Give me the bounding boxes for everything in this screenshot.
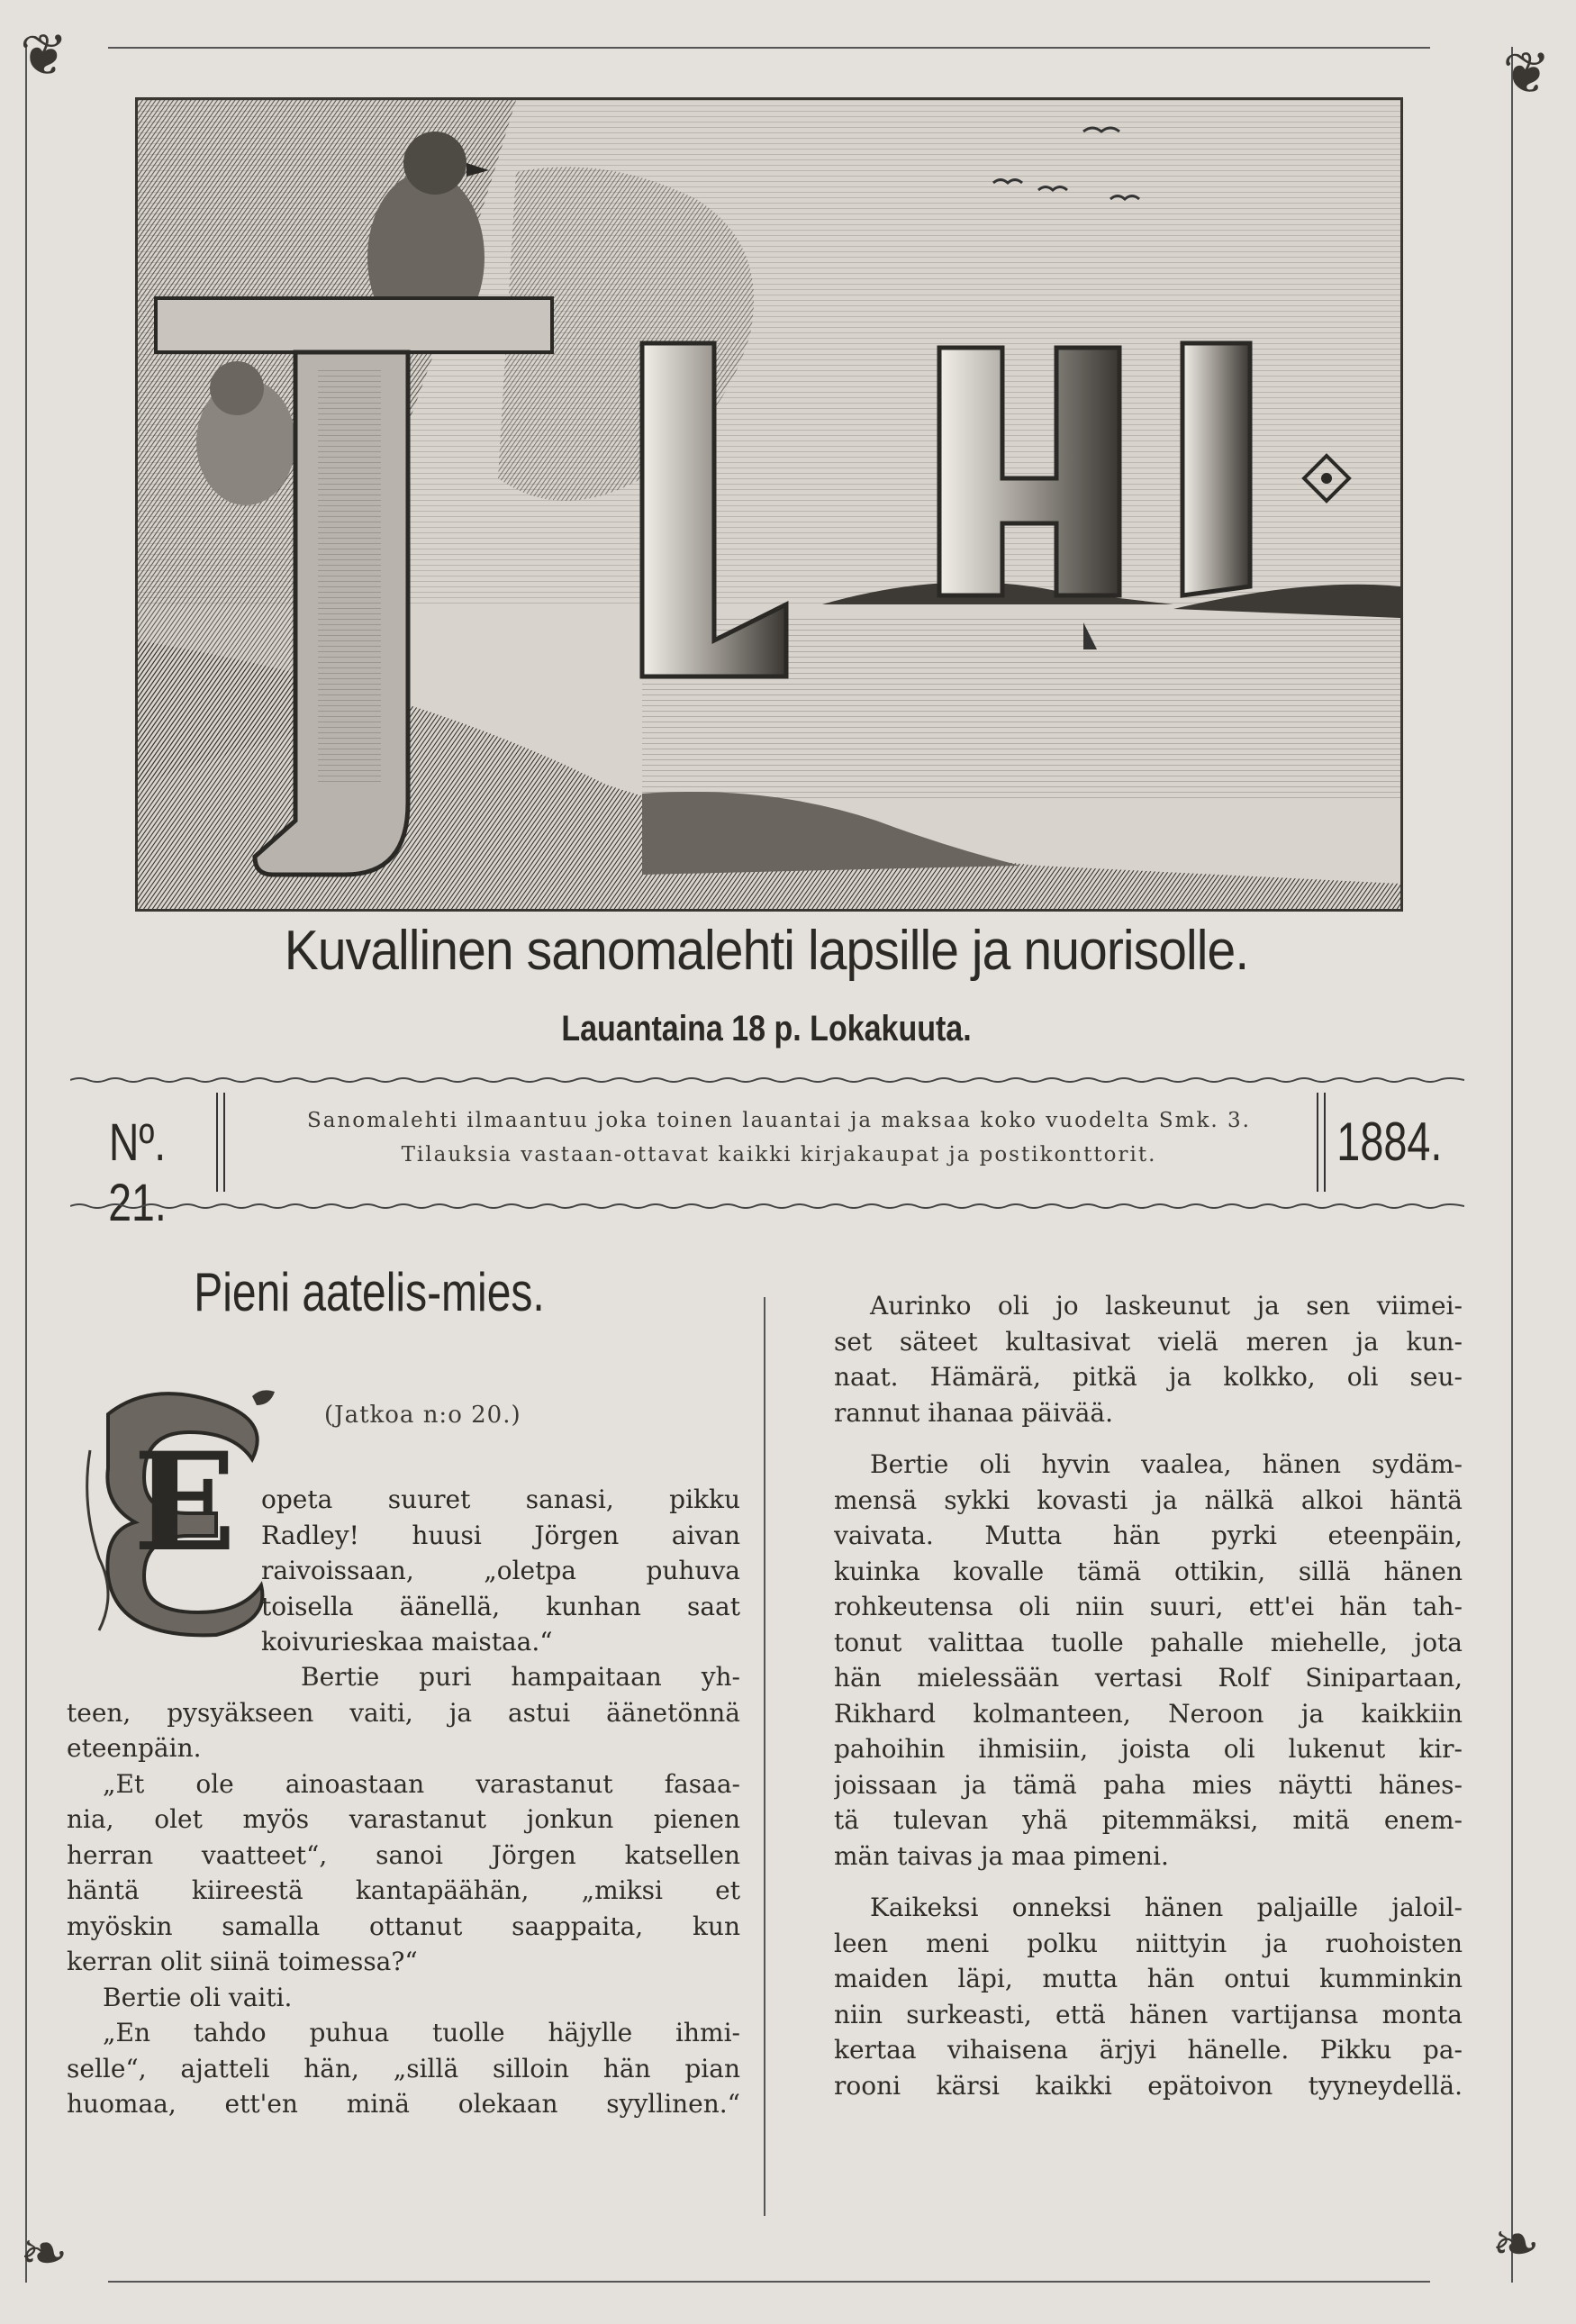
continuation-note: (Jatkoa n:o 20.) [324,1402,521,1429]
issue-year: 1884. [1336,1112,1443,1172]
masthead-subtitle: Kuvallinen sanomalehti lapsille ja nuorisolle. [284,920,1249,982]
corner-flourish-icon: ❧ [1491,2211,1540,2278]
article-title: Pieni aatelis-mies. [194,1262,545,1322]
text-line: teen, pysyäkseen vaiti, ja astui äänetönnä [67,1697,740,1728]
text-line: Kaikeksi onneksi hänen paljaille jaloil- [870,1893,1463,1922]
text-line: set säteet kultasivat vielä meren ja kun- [834,1326,1463,1357]
text-line: kerran olit siinä toimessa?“ [67,1947,418,1976]
text-line: kertaa vihaisena ärjyi hänelle. Pikku pa- [834,2035,1463,2065]
text-line: Bertie oli vaiti. [103,1982,293,2012]
text-line: joissaan ja tämä paha mies näytti hänes- [834,1769,1463,1800]
text-line: tä tulevan yhä pitemmäksi, mitä enem- [834,1805,1463,1835]
corner-flourish-icon: ❧ [20,2220,68,2287]
text-line: Rikhard kolmanteen, Neroon ja kaikkiin [834,1698,1463,1729]
text-line: rohkeutensa oli niin suuri, ett'ei hän tah- [834,1592,1463,1621]
text-line: myöskin samalla ottanut saappaita, kun [67,1911,740,1941]
wavy-rule-top [70,1076,1464,1084]
text-line: toisella äänellä, kunhan saat [261,1591,740,1621]
subscription-line-2: Tilauksia vastaan-ottavat kaikki kirjakaupat ja postikonttorit. [401,1143,1157,1167]
issue-date: Lauantaina 18 p. Lokakuuta. [561,1009,972,1049]
text-line: „En tahdo puhua tuolle häjylle ihmi- [103,2018,740,2047]
divider [1317,1093,1318,1192]
text-line: mensä sykki kovasti ja nälkä alkoi häntä [834,1484,1463,1515]
text-line: män taivas ja maa pimeni. [834,1840,1169,1871]
text-line: raivoissaan, „oletpa puhuva [261,1556,740,1585]
text-line: Radley! huusi Jörgen aivan [261,1520,740,1550]
text-line: maiden läpi, mutta hän ontui kumminkin [834,1964,1463,1993]
divider [1324,1093,1326,1192]
text-line: rannut ihanaa päivää. [834,1397,1114,1428]
text-line: kuinka kovalle tämä ottikin, sillä hänen [834,1556,1463,1586]
text-line: leen meni polku niittyin ja ruohoisten [834,1928,1463,1958]
text-line: herran vaatteet“, sanoi Jörgen katsellen [67,1839,740,1870]
drop-cap-illustration [81,1378,288,1639]
text-line: „Et ole ainoastaan varastanut fasaa- [103,1768,740,1799]
masthead-i-crossbar [156,298,552,352]
text-line: tonut valittaa tuolle pahalle miehelle, jota [834,1627,1463,1657]
column-divider [764,1297,765,2216]
issue-info-bar [63,1085,1468,1232]
text-line: nia, olet myös varastanut jonkun pienen [67,1804,740,1834]
subscription-info [230,1103,1328,1172]
text-line: naat. Hämärä, pitkä ja kolkko, oli seu- [834,1362,1463,1392]
left-column [67,1659,740,2122]
text-line: vaivata. Mutta hän pyrki eteenpäin, [834,1521,1463,1550]
text-line: Bertie oli hyvin vaalea, hänen sydäm- [870,1449,1463,1479]
divider [216,1093,218,1192]
text-line: Aurinko oli jo laskeunut ja sen viimei- [870,1291,1463,1321]
text-line: häntä kiireestä kantapäähän, „miksi et [67,1875,740,1905]
top-border-line [108,47,1430,49]
issue-number: Nº. 21. [108,1113,167,1232]
text-line: koivurieskaa maistaa.“ [261,1627,553,1657]
corner-flourish-icon: ❦ [20,23,68,89]
text-line: eteenpäin. [67,1733,202,1763]
text-line: niin surkeasti, että hänen vartijansa monta [834,1999,1463,2029]
text-line: rooni kärsi kaikki epätoivon tyyneydellä. [834,2070,1463,2101]
text-line: selle“, ajatteli hän, „sillä silloin hän pian [67,2053,740,2083]
svg-text:E: E [132,1423,237,1582]
text-line: pahoihin ihmisiin, joista oli lukenut kir- [834,1734,1463,1764]
text-line: hän mielessään vertasi Rolf Sinipartaan, [834,1663,1463,1693]
bottom-border-line [108,2281,1430,2283]
corner-flourish-icon: ❦ [1502,41,1551,107]
masthead-illustration [135,97,1403,912]
text-line: Bertie puri hampaitaan yh- [301,1662,740,1692]
right-column [834,1288,1463,2103]
text-line: opeta suuret sanasi, pikku [261,1484,740,1514]
subscription-line-1: Sanomalehti ilmaantuu joka toinen lauantai ja maksaa koko vuodelta Smk. 3. [307,1109,1251,1132]
wavy-rule-bottom [70,1203,1464,1210]
drop-cap-paragraph [261,1482,740,1660]
text-line: huomaa, ett'en minä olekaan syyllinen.“ [67,2089,740,2119]
divider [223,1093,225,1192]
